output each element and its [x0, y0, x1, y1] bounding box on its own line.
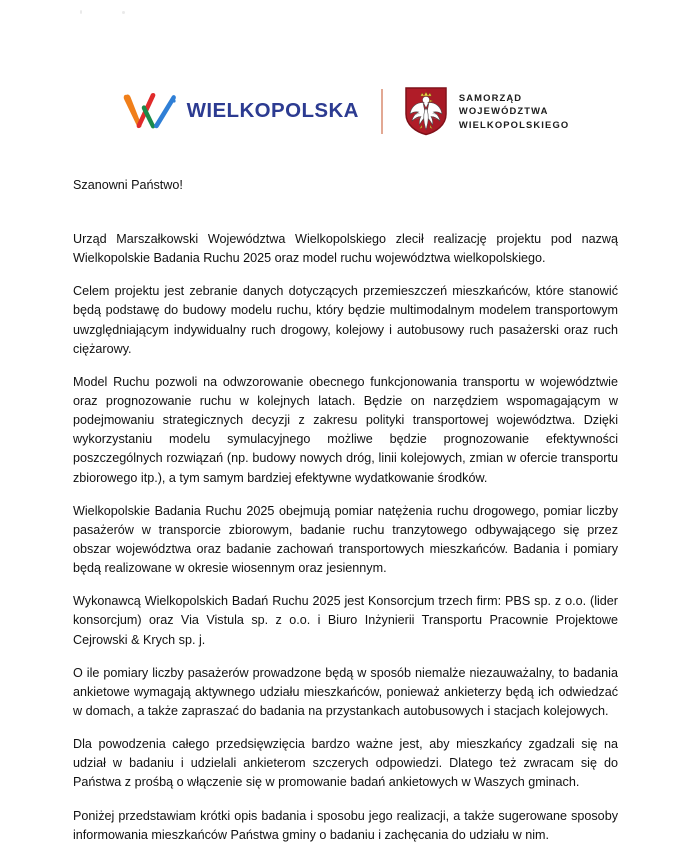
wielkopolska-w-logo-icon: [122, 89, 178, 133]
voivodeship-emblem-caption: [459, 91, 569, 131]
emblem-caption-line-1: SAMORZĄD: [458, 91, 523, 103]
wielkopolska-coat-of-arms-icon: [404, 86, 448, 136]
letter-body: [73, 177, 618, 845]
paragraph-4: Wielkopolskie Badania Ruchu 2025 obejmują pomiar natężenia ruchu drogowego, pomiar liczby pasażerów w transporcie zbiorowym, badanie ruchu tranzytowego odbywającego się przez obszar województwa oraz badanie zachowań transportowych mieszkańców. Badania i pomiary będą realizowane w okresie wiosennym oraz jesiennym.: [73, 503, 618, 576]
emblem-caption-line-3: WIELKOPOLSKIEGO: [458, 118, 570, 130]
emblem-caption-line-2: WOJEWÓDZTWA: [458, 105, 549, 117]
paragraph-6: O ile pomiary liczby pasażerów prowadzone będą w sposób niemalże niezauważalny, to badania ankietowe wymagają aktywnego udziału mieszkańców, ponieważ ankieterzy będą ich odwiedzać w domach, a także zapraszać do badania na przystankach autobusowych i stacjach kolejowych.: [73, 665, 618, 718]
scan-speck: [80, 10, 82, 14]
document-header: [0, 80, 691, 142]
paragraph-2: Celem projektu jest zebranie danych dotyczących przemieszczeń mieszkańców, które stanowić będą podstawę do budowy modelu ruchu, który będzie multimodalnym modelem transportowym uwzględniającym indywidualny ruch drogowy, kolejowy i autobusowy ruch pasażerski oraz ruch ciężarowy.: [73, 284, 618, 356]
wielkopolska-brand-logo: [122, 89, 359, 133]
paragraph-3: Model Ruchu pozwoli na odwzorowanie obecnego funkcjonowania transportu w województwie oraz prognozowanie ruchu w kolejnych latach. Będzie on narzędziem wspomagającym w podejmowaniu strategicznych decyzji z zakresu polityki transportowej województwa. Dzięki wykorzystaniu modelu symulacyjnego możliwe będzie prognozowanie efektywności poszczególnych rozwiązań (np. budowy nowych dróg, linii kolejowych, zmian w ofercie transportu zbiorowego itp.), a tym samym bardziej efektywne wydatkowanie środków.: [73, 374, 618, 485]
paragraph-5: Wykonawcą Wielkopolskich Badań Ruchu 2025 jest Konsorcjum trzech firm: PBS sp. z o.o. (lider konsorcjum) oraz Via Vistula sp. z o.o. i Biuro Inżynierii Transportu Pracownie Projektowe Cejrowski & Krych sp. j.: [73, 594, 618, 647]
paragraph-8: Poniżej przedstawiam krótki opis badania i sposobu jego realizacji, a także sugerowane sposoby informowania mieszkańców Państwa gminy o badaniu i zachęcania do udziału w nim.: [73, 808, 618, 842]
wielkopolska-wordmark: WIELKOPOLSKA: [186, 99, 359, 122]
paragraph-7: Dla powodzenia całego przedsięwzięcia bardzo ważne jest, aby mieszkańcy zgadzali się na udział w badaniu i udzielali ankieterom szczerych odpowiedzi. Dlatego też zwracam się do Państwa z prośbą o włączenie się w promowanie badań ankietowych w Waszych gminach.: [73, 737, 618, 790]
scan-speck: [122, 11, 125, 14]
paragraph-1: Urząd Marszałkowski Województwa Wielkopolskiego zlecił realizację projektu pod nazwą Wielkopolskie Badania Ruchu 2025 oraz model ruchu województwa wielkopolskiego.: [73, 232, 618, 266]
logo-divider: [381, 89, 383, 134]
salutation: Szanowni Państwo!: [73, 178, 183, 192]
voivodeship-emblem-block: [404, 86, 569, 136]
